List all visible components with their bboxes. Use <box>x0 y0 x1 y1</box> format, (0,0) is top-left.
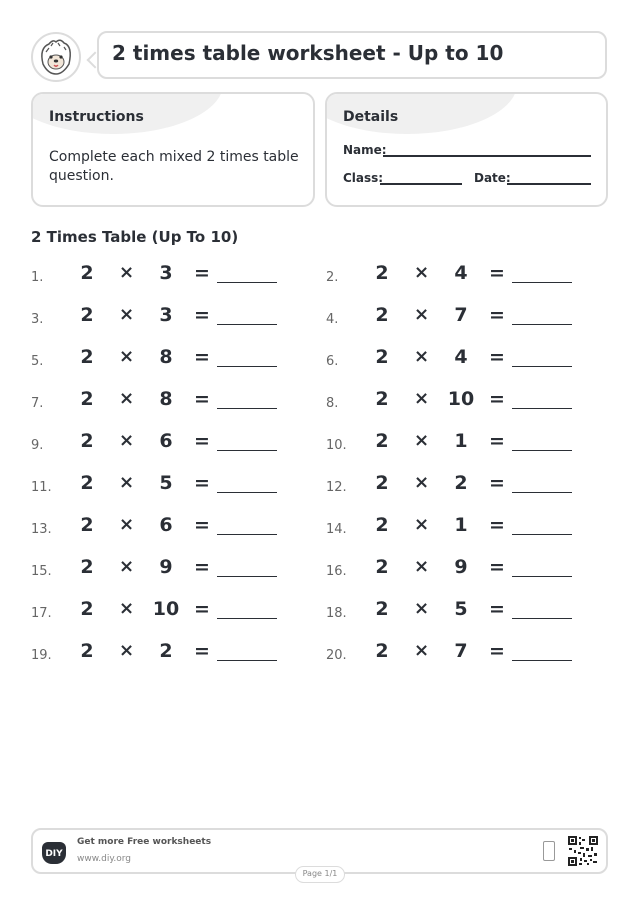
phone-icon <box>543 841 555 861</box>
question-number: 1. <box>31 270 44 285</box>
details-heading: Details <box>343 109 399 125</box>
instructions-heading: Instructions <box>49 109 144 125</box>
class-label: Class: <box>343 171 384 185</box>
multiplier: 5 <box>454 598 468 620</box>
question-row <box>31 304 291 336</box>
times-sign: × <box>414 346 430 367</box>
equals-sign: = <box>489 346 505 368</box>
multiplicand: 2 <box>375 346 389 368</box>
multiplier: 5 <box>159 472 173 494</box>
times-sign: × <box>119 472 135 493</box>
times-sign: × <box>414 262 430 283</box>
multiplier: 10 <box>447 388 475 410</box>
details-card <box>325 92 608 207</box>
footer-promo-text: Get more Free worksheets <box>77 837 212 847</box>
footer-url[interactable]: www.diy.org <box>77 854 131 864</box>
multiplier: 3 <box>159 262 173 284</box>
equals-sign: = <box>194 346 210 368</box>
times-sign: × <box>119 598 135 619</box>
question-number: 2. <box>326 270 339 285</box>
equals-sign: = <box>489 514 505 536</box>
question-number: 6. <box>326 354 339 369</box>
question-row <box>326 640 586 672</box>
question-row <box>326 472 586 504</box>
answer-blank[interactable] <box>217 492 277 493</box>
multiplier: 6 <box>159 430 173 452</box>
class-field[interactable] <box>380 183 462 185</box>
equals-sign: = <box>489 556 505 578</box>
multiplier: 2 <box>159 640 173 662</box>
question-row <box>31 640 291 672</box>
answer-blank[interactable] <box>217 618 277 619</box>
times-sign: × <box>414 472 430 493</box>
answer-blank[interactable] <box>217 282 277 283</box>
question-row <box>31 262 291 294</box>
times-sign: × <box>414 598 430 619</box>
multiplicand: 2 <box>375 262 389 284</box>
multiplier: 4 <box>454 346 468 368</box>
multiplicand: 2 <box>375 514 389 536</box>
equals-sign: = <box>489 388 505 410</box>
qr-code-icon <box>568 836 598 866</box>
question-row <box>31 556 291 588</box>
question-number: 13. <box>31 522 52 537</box>
page-title: 2 times table worksheet - Up to 10 <box>112 41 504 65</box>
multiplier: 8 <box>159 346 173 368</box>
answer-blank[interactable] <box>217 324 277 325</box>
multiplicand: 2 <box>80 472 94 494</box>
question-row <box>326 388 586 420</box>
answer-blank[interactable] <box>512 324 572 325</box>
multiplicand: 2 <box>80 346 94 368</box>
name-field[interactable] <box>383 155 591 157</box>
multiplicand: 2 <box>80 514 94 536</box>
question-row <box>326 346 586 378</box>
mascot-icon <box>33 34 79 80</box>
times-sign: × <box>414 640 430 661</box>
times-sign: × <box>119 640 135 661</box>
equals-sign: = <box>489 262 505 284</box>
question-number: 17. <box>31 606 52 621</box>
equals-sign: = <box>489 430 505 452</box>
date-field[interactable] <box>507 183 591 185</box>
times-sign: × <box>414 430 430 451</box>
multiplier: 10 <box>152 598 180 620</box>
multiplier: 9 <box>454 556 468 578</box>
answer-blank[interactable] <box>512 366 572 367</box>
question-number: 19. <box>31 648 52 663</box>
multiplicand: 2 <box>80 640 94 662</box>
multiplicand: 2 <box>80 430 94 452</box>
times-sign: × <box>119 556 135 577</box>
mascot-avatar <box>31 32 81 82</box>
question-number: 11. <box>31 480 52 495</box>
multiplier: 6 <box>159 514 173 536</box>
equals-sign: = <box>194 430 210 452</box>
equals-sign: = <box>194 472 210 494</box>
equals-sign: = <box>489 472 505 494</box>
multiplier: 4 <box>454 262 468 284</box>
question-row <box>31 514 291 546</box>
times-sign: × <box>119 514 135 535</box>
times-sign: × <box>414 556 430 577</box>
equals-sign: = <box>194 304 210 326</box>
multiplicand: 2 <box>80 388 94 410</box>
question-row <box>31 346 291 378</box>
multiplicand: 2 <box>80 598 94 620</box>
question-number: 12. <box>326 480 347 495</box>
equals-sign: = <box>194 556 210 578</box>
question-row <box>31 430 291 462</box>
instructions-text: Complete each mixed 2 times table question. <box>49 149 299 184</box>
question-row <box>326 598 586 630</box>
instructions-card <box>31 92 315 207</box>
equals-sign: = <box>489 640 505 662</box>
question-number: 7. <box>31 396 44 411</box>
answer-blank[interactable] <box>512 618 572 619</box>
answer-blank[interactable] <box>512 492 572 493</box>
question-number: 18. <box>326 606 347 621</box>
answer-blank[interactable] <box>217 408 277 409</box>
multiplier: 2 <box>454 472 468 494</box>
question-row <box>326 262 586 294</box>
times-sign: × <box>414 514 430 535</box>
equals-sign: = <box>194 598 210 620</box>
times-sign: × <box>119 262 135 283</box>
name-label: Name: <box>343 143 387 157</box>
question-number: 5. <box>31 354 44 369</box>
times-sign: × <box>119 346 135 367</box>
date-label: Date: <box>474 171 511 185</box>
question-row <box>31 388 291 420</box>
multiplier: 7 <box>454 640 468 662</box>
answer-blank[interactable] <box>217 660 277 661</box>
times-sign: × <box>119 430 135 451</box>
question-row <box>31 472 291 504</box>
answer-blank[interactable] <box>512 534 572 535</box>
page-indicator: Page 1/1 <box>295 866 345 883</box>
multiplicand: 2 <box>375 556 389 578</box>
multiplier: 1 <box>454 430 468 452</box>
question-row <box>31 598 291 630</box>
multiplier: 9 <box>159 556 173 578</box>
multiplicand: 2 <box>375 430 389 452</box>
equals-sign: = <box>194 514 210 536</box>
answer-blank[interactable] <box>512 576 572 577</box>
times-sign: × <box>414 304 430 325</box>
question-number: 3. <box>31 312 44 327</box>
multiplicand: 2 <box>375 388 389 410</box>
question-number: 9. <box>31 438 44 453</box>
question-number: 14. <box>326 522 347 537</box>
diy-logo: DIY <box>42 842 66 864</box>
question-number: 16. <box>326 564 347 579</box>
multiplicand: 2 <box>375 640 389 662</box>
multiplicand: 2 <box>375 304 389 326</box>
equals-sign: = <box>194 388 210 410</box>
answer-blank[interactable] <box>217 576 277 577</box>
question-row <box>326 430 586 462</box>
multiplier: 7 <box>454 304 468 326</box>
answer-blank[interactable] <box>217 450 277 451</box>
answer-blank[interactable] <box>217 366 277 367</box>
equals-sign: = <box>489 598 505 620</box>
times-sign: × <box>414 388 430 409</box>
times-sign: × <box>119 304 135 325</box>
equals-sign: = <box>489 304 505 326</box>
times-sign: × <box>119 388 135 409</box>
answer-blank[interactable] <box>512 450 572 451</box>
answer-blank[interactable] <box>512 282 572 283</box>
multiplicand: 2 <box>375 598 389 620</box>
answer-blank[interactable] <box>512 408 572 409</box>
question-number: 15. <box>31 564 52 579</box>
answer-blank[interactable] <box>217 534 277 535</box>
question-number: 4. <box>326 312 339 327</box>
multiplier: 1 <box>454 514 468 536</box>
question-number: 10. <box>326 438 347 453</box>
section-title: 2 Times Table (Up To 10) <box>31 228 239 246</box>
equals-sign: = <box>194 640 210 662</box>
multiplicand: 2 <box>375 472 389 494</box>
multiplicand: 2 <box>80 304 94 326</box>
question-row <box>326 556 586 588</box>
answer-blank[interactable] <box>512 660 572 661</box>
question-number: 20. <box>326 648 347 663</box>
equals-sign: = <box>194 262 210 284</box>
multiplier: 3 <box>159 304 173 326</box>
question-row <box>326 514 586 546</box>
multiplicand: 2 <box>80 556 94 578</box>
multiplicand: 2 <box>80 262 94 284</box>
question-row <box>326 304 586 336</box>
multiplier: 8 <box>159 388 173 410</box>
question-number: 8. <box>326 396 339 411</box>
